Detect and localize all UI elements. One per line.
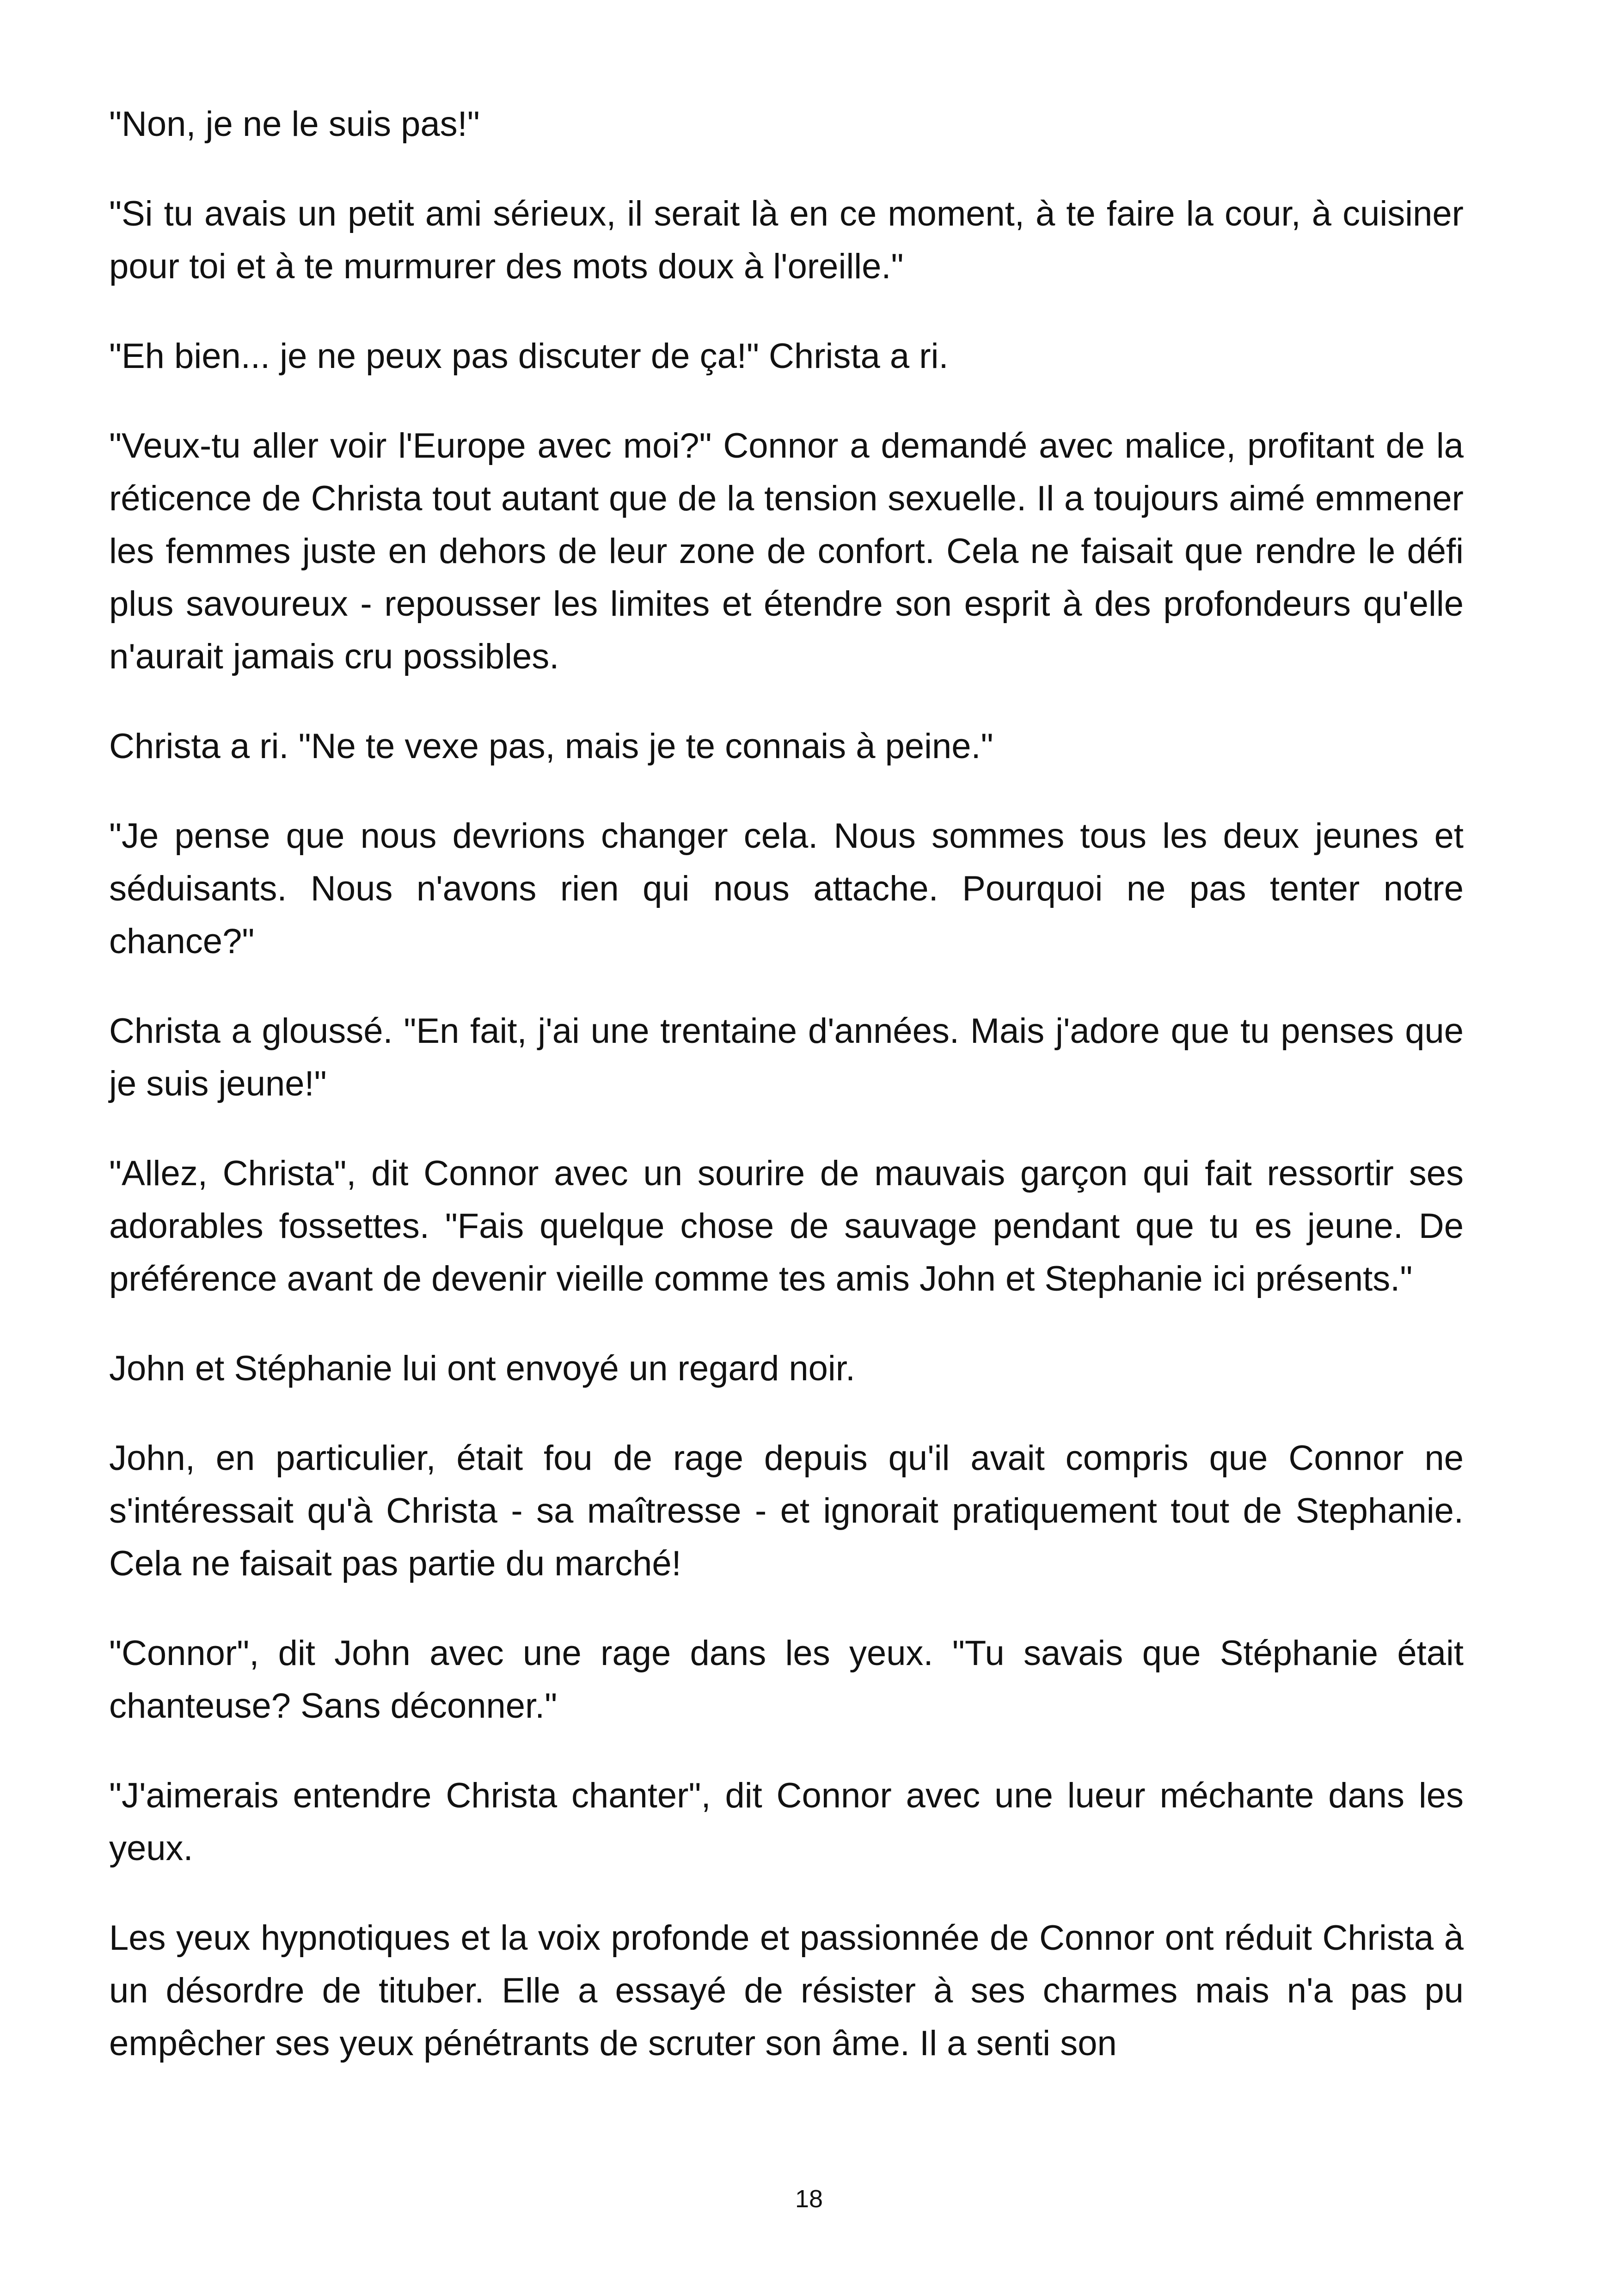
paragraph: "Non, je ne le suis pas!" (109, 104, 480, 144)
paragraph: Christa a gloussé. "En fait, j'ai une trentaine d'années. Mais j'adore que tu penses que je suis jeune!" (109, 1011, 1464, 1103)
paragraph: "Veux-tu aller voir l'Europe avec moi?" Connor a demandé avec malice, profitant de la réticence de Christa tout autant que de la tension sexuelle. Il a toujours aimé emmener les femmes juste en dehors de leur zone de confort. Cela ne faisait que rendre le défi plus savoureux - repousser les limites et étendre son esprit à des profondeurs qu'elle n'aurait jamais cru possibles. (109, 426, 1464, 676)
page-number: 18 (795, 2185, 823, 2213)
paragraph: "Je pense que nous devrions changer cela. Nous sommes tous les deux jeunes et séduisants. Nous n'avons rien qui nous attache. Pourquoi ne pas tenter notre chance?" (109, 816, 1464, 961)
paragraph: "Connor", dit John avec une rage dans les yeux. "Tu savais que Stéphanie était chanteuse? Sans déconner." (109, 1634, 1464, 1726)
paragraph: John et Stéphanie lui ont envoyé un regard noir. (109, 1349, 856, 1388)
paragraph: Les yeux hypnotiques et la voix profonde et passionnée de Connor ont réduit Christa à un désordre de tituber. Elle a essayé de résister à ses charmes mais n'a pas pu empêcher ses yeux pénétrants de scruter son âme. Il a senti son (109, 1918, 1464, 2063)
paragraph: John, en particulier, était fou de rage depuis qu'il avait compris que Connor ne s'intéressait qu'à Christa - sa maîtresse - et ignorait pratiquement tout de Stephanie. Cela ne faisait pas partie du marché! (109, 1439, 1464, 1583)
paragraph: "Allez, Christa", dit Connor avec un sourire de mauvais garçon qui fait ressortir ses adorables fossettes. "Fais quelque chose de sauvage pendant que tu es jeune. De préférence avant de devenir vieille comme tes amis John et Stephanie ici présents." (109, 1154, 1464, 1298)
paragraph: Christa a ri. "Ne te vexe pas, mais je te connais à peine." (109, 727, 993, 766)
paragraph: "J'aimerais entendre Christa chanter", dit Connor avec une lueur méchante dans les yeux. (109, 1776, 1464, 1868)
paragraph: "Si tu avais un petit ami sérieux, il serait là en ce moment, à te faire la cour, à cuisiner pour toi et à te murmurer des mots doux à l'oreille." (109, 194, 1464, 286)
paragraph: "Eh bien... je ne peux pas discuter de ça!" Christa a ri. (109, 337, 949, 376)
body-text (109, 98, 1464, 2070)
